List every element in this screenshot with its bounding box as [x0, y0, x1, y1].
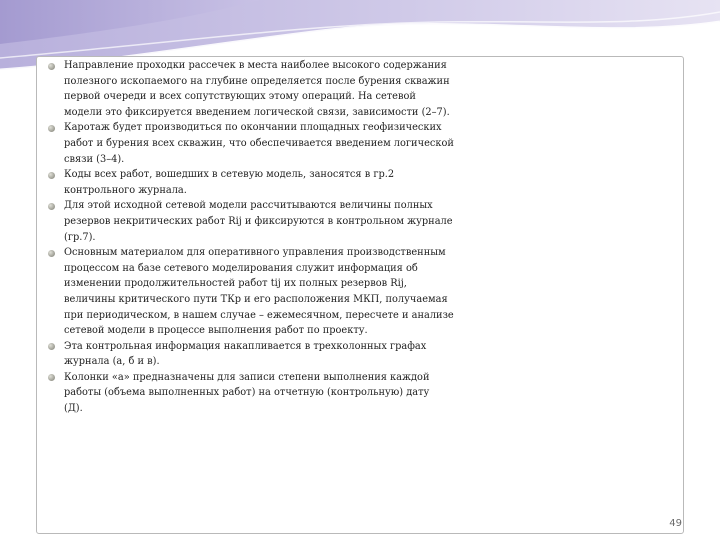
bullet-dot-icon	[48, 250, 55, 257]
bullet-item	[46, 370, 678, 417]
bullet-text-line: полезного ископаемого на глубине определяется после бурения скважин	[64, 75, 450, 87]
bullet-text-line: контрольного журнала.	[64, 184, 187, 196]
slide-body	[46, 58, 678, 417]
bullet-text-line: процессом на базе сетевого моделирования служит информация об	[64, 262, 418, 274]
bullet-item	[46, 339, 678, 370]
bullet-text-line: (гр.7).	[64, 231, 96, 243]
bullet-text-line: Колонки «а» предназначены для записи степени выполнения каждой	[64, 371, 430, 383]
bullet-item	[46, 120, 678, 167]
page-number: 49	[669, 518, 682, 529]
bullet-dot-icon	[48, 172, 55, 179]
bullet-list	[46, 58, 678, 417]
bullet-item	[46, 245, 678, 339]
bullet-text-line: величины критического пути TКр и его расположения МКП, получаемая	[64, 293, 448, 305]
bullet-text-line: Основным материалом для оперативного управления производственным	[64, 247, 446, 259]
bullet-text-line: (Д).	[64, 403, 83, 415]
bullet-text-line: журнала (а, б и в).	[64, 356, 160, 368]
bullet-text-line: модели это фиксируется введением логической связи, зависимости (2–7).	[64, 106, 450, 118]
bullet-text-line: сетевой модели в процессе выполнения работ по проекту.	[64, 325, 368, 337]
bullet-text-line: Для этой исходной сетевой модели рассчитываются величины полных	[64, 200, 433, 212]
bullet-text-line: при периодическом, в нашем случае – ежемесячном, пересчете и анализе	[64, 309, 454, 321]
bullet-text-line: изменении продолжительностей работ tij их полных резервов Rij,	[64, 278, 407, 290]
bullet-item	[46, 198, 678, 245]
bullet-dot-icon	[48, 203, 55, 210]
bullet-text-line: связи (3–4).	[64, 153, 125, 165]
bullet-dot-icon	[48, 125, 55, 132]
bullet-dot-icon	[48, 63, 55, 70]
bullet-text-line: Каротаж будет производиться по окончании площадных геофизических	[64, 122, 442, 134]
bullet-text-line: Эта контрольная информация накапливается в трехколонных графах	[64, 340, 427, 352]
bullet-item	[46, 167, 678, 198]
bullet-text-line: работы (объема выполненных работ) на отчетную (контрольную) дату	[64, 387, 430, 399]
bullet-text-line: работ и бурения всех скважин, что обеспечивается введением логической	[64, 137, 454, 149]
bullet-text-line: Направление проходки рассечек в места наиболее высокого содержания	[64, 60, 447, 71]
bullet-text-line: Коды всех работ, вошедших в сетевую модель, заносятся в гр.2	[64, 169, 395, 181]
bullet-item	[46, 58, 678, 120]
bullet-dot-icon	[48, 343, 55, 350]
bullet-text-line: резервов некритических работ Rij и фиксируются в контрольном журнале	[64, 215, 453, 227]
bullet-text-line: первой очереди и всех сопутствующих этому операций. На сетевой	[64, 91, 416, 103]
bullet-dot-icon	[48, 374, 55, 381]
